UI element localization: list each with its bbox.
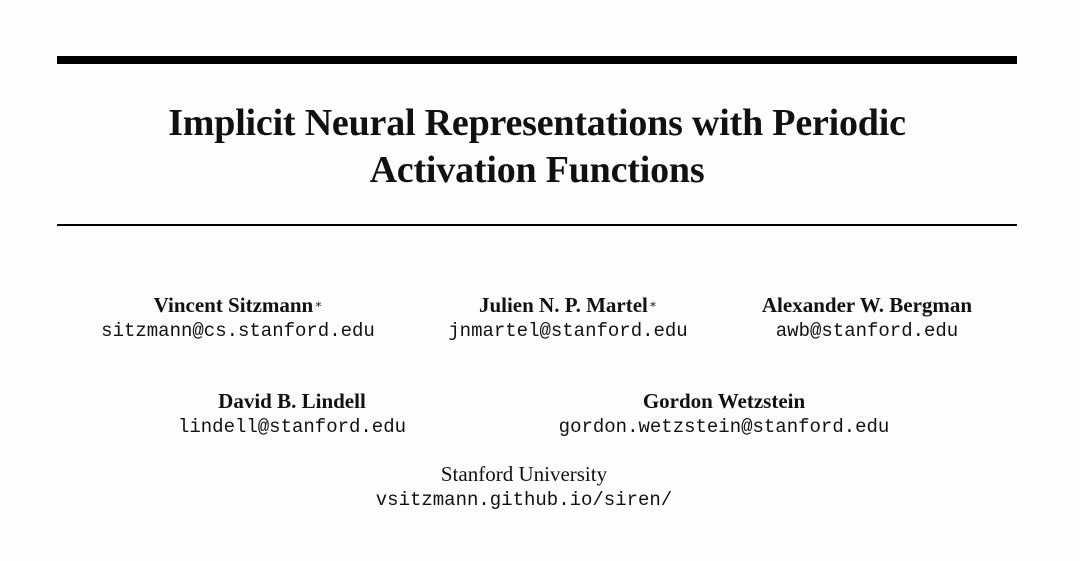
institution: Stanford University bbox=[440, 462, 608, 486]
project-url: vsitzmann.github.io/siren/ bbox=[375, 489, 673, 511]
author-email: awb@stanford.edu bbox=[775, 320, 959, 342]
author-block-sitzmann bbox=[78, 292, 398, 344]
title-line-1: Implicit Neural Representations with Periodic bbox=[168, 102, 906, 144]
equal-contribution-mark: ∗ bbox=[648, 297, 658, 311]
author-name: Gordon Wetzstein bbox=[642, 389, 806, 413]
bottom-rule bbox=[57, 224, 1017, 226]
author-name: Julien N. P. Martel∗ bbox=[478, 293, 658, 317]
top-rule bbox=[57, 56, 1017, 64]
author-email: gordon.wetzstein@stanford.edu bbox=[558, 416, 890, 438]
paper-title bbox=[57, 100, 1017, 194]
author-block-lindell bbox=[140, 388, 444, 440]
author-name: Vincent Sitzmann∗ bbox=[153, 293, 323, 317]
author-email: sitzmann@cs.stanford.edu bbox=[101, 320, 375, 342]
title-line-2: Activation Functions bbox=[369, 149, 705, 191]
equal-contribution-mark: ∗ bbox=[314, 297, 323, 311]
author-block-martel bbox=[418, 292, 718, 344]
author-block-wetzstein bbox=[520, 388, 928, 440]
author-email: lindell@stanford.edu bbox=[177, 416, 407, 438]
author-email: jnmartel@stanford.edu bbox=[448, 320, 688, 342]
author-block-bergman bbox=[726, 292, 1008, 344]
author-name: Alexander W. Bergman bbox=[761, 293, 973, 317]
affiliation-block bbox=[324, 461, 724, 513]
author-name: David B. Lindell bbox=[218, 389, 366, 413]
